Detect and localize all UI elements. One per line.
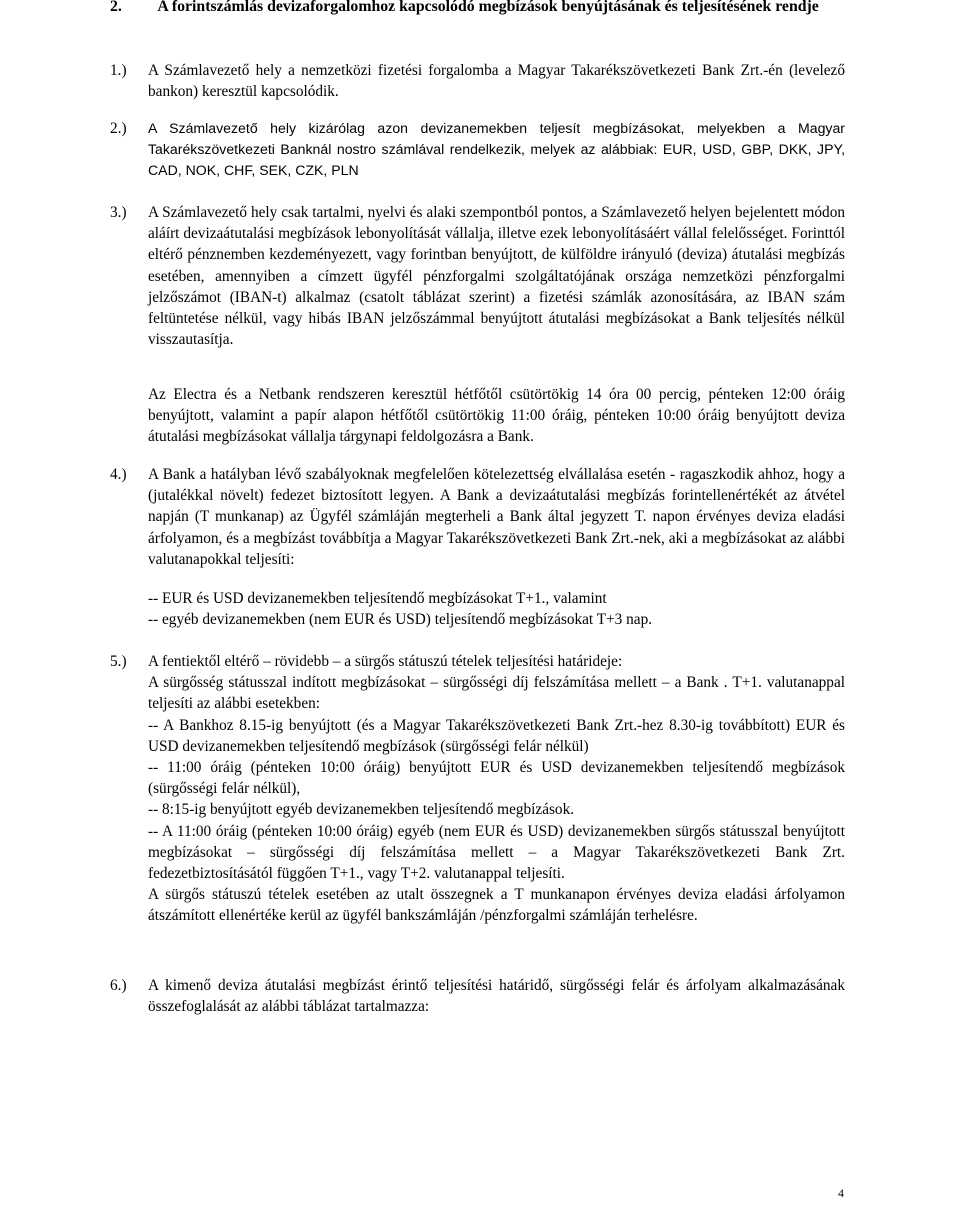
- item-number: 5.): [110, 653, 127, 670]
- item-paragraph-2: Az Electra és a Netbank rendszeren keresztül hétfőtől csütörtökig 14 óra 00 percig, pénteken 12:00 óráig benyújtott, valamint a papír alapon hétfőtől csütörtökig 11:00 óráig, pénteken 10:00 óráig benyújtott deviza átutalási megbízásokat vállalja tárgynapi feldolgozásra a Bank.: [148, 386, 845, 446]
- valuta-line-1: -- EUR és USD devizanemekben teljesítendő megbízásokat T+1., valamint: [148, 590, 607, 607]
- item-paragraph: A Bank a hatályban lévő szabályoknak megfelelően kötelezettség elvállalása esetén - ragaszkodik ahhoz, hogy a (jutalékkal növelt) fedezet biztosított legyen. A Bank a devizaátutalási megbízás forintellenértékét az átvétel napján (T munkanap) az Ügyfél számláján megterheli a Bank által jegyzett T. napon érvényes deviza eladási árfolyamon, és a megbízást továbbítja a Magyar Takarékszövetkezeti Bank Zrt.-nek, aki a megbízásokat az alábbi valutanapokkal teljesíti:: [148, 466, 845, 568]
- urgent-line-1: A fentiektől eltérő – rövidebb – a sürgős státuszú tételek teljesítési határideje:: [148, 653, 623, 670]
- urgent-line-7: A sürgős státuszú tételek esetében az utalt összegnek a T munkanapon érvényes deviza eladási árfolyamon átszámított ellenértéke kerül az ügyfél bankszámláján /pénzforgalmi számláján terhelésre.: [148, 886, 845, 925]
- urgent-line-6: -- A 11:00 óráig (pénteken 10:00 óráig) egyéb (nem EUR és USD) devizanemekben sürgős státusszal benyújtott megbízásokat – sürgősségi díj felszámítása mellett – a Magyar Takarékszövetkezeti Bank Zrt. fedezetbiztosításától függően T+1., vagy T+2. valutanappal teljesíti.: [148, 822, 845, 883]
- valuta-line-2: -- egyéb devizanemekben (nem EUR és USD) teljesítendő megbízásokat T+3 nap.: [148, 611, 653, 629]
- urgent-rules: [148, 651, 845, 927]
- urgent-line-2: A sürgősség státusszal indított megbízásokat – sürgősségi díj felszámítása mellett – a Bank . T+1. valutanappal teljesíti az alábbi esetekben:: [148, 674, 845, 713]
- urgent-line-4: -- 11:00 óráig (pénteken 10:00 óráig) benyújtott EUR és USD devizanemekben teljesítendő megbízások (sürgősségi felár nélkül),: [148, 759, 845, 798]
- urgent-line-5: -- 8:15-ig benyújtott egyéb devizanemekben teljesítendő megbízások.: [148, 801, 575, 819]
- item-number: 1.): [110, 62, 127, 79]
- page-number: 4: [838, 1186, 844, 1200]
- valuta-list: [148, 588, 845, 630]
- section-heading: 2. A forintszámlás devizaforgalomhoz kapcsolódó megbízások benyújtásának és teljesítésének rendje: [110, 0, 819, 15]
- item-paragraph: A kimenő deviza átutalási megbízást érintő teljesítési határidő, sürgősségi felár és árfolyam alkalmazásának összefoglalását az alábbi táblázat tartalmazza:: [148, 977, 845, 1016]
- item-paragraph: A Számlavezető hely kizárólag azon devizanemekben teljesít megbízásokat, melyekben a Magyar Takarékszövetkezeti Banknál nostro számlával rendelkezik, melyek az alábbiak: EUR, USD, GBP, DKK, JPY, CAD, NOK, CHF, SEK, CZK, PLN: [148, 120, 845, 179]
- item-number: 6.): [110, 977, 127, 994]
- item-number: 4.): [110, 466, 127, 483]
- item-paragraph: A Számlavezető hely a nemzetközi fizetési forgalomba a Magyar Takarékszövetkezeti Bank Zrt.-én (levelező bankon) keresztül kapcsolódik.: [148, 62, 845, 101]
- item-paragraph: A Számlavezető hely csak tartalmi, nyelvi és alaki szempontból pontos, a Számlavezető helyen bejelentett módon aláírt devizaátutalási megbízások lebonyolítását vállalja, illetve ezek lebonyolításáért vállal felelősséget. Forinttól eltérő pénznemben kezdeményezett, vagy forintban benyújtott, de külföldre irányuló (deviza) átutalási megbízás esetében, amennyiben a címzett ügyfél pénzforgalmi szolgáltatójának országa nemzetközi pénzforgalmi jelzőszámot (IBAN-t) alkalmaz (csatolt táblázat szerint) a fizetési számlák azonosítására, az IBAN szám feltüntetése nélkül, vagy hibás IBAN jelzőszámmal benyújtott átutalási megbízásokat a Bank teljesítés nélkül visszautasítja.: [148, 204, 845, 349]
- item-number: 2.): [110, 120, 127, 137]
- item-number: 3.): [110, 204, 127, 221]
- urgent-line-3: -- A Bankhoz 8.15-ig benyújtott (és a Magyar Takarékszövetkezeti Bank Zrt.-hez 8.30-ig továbbított) EUR és USD devizanemekben teljesítendő megbízások (sürgősségi felár nélkül): [148, 716, 845, 755]
